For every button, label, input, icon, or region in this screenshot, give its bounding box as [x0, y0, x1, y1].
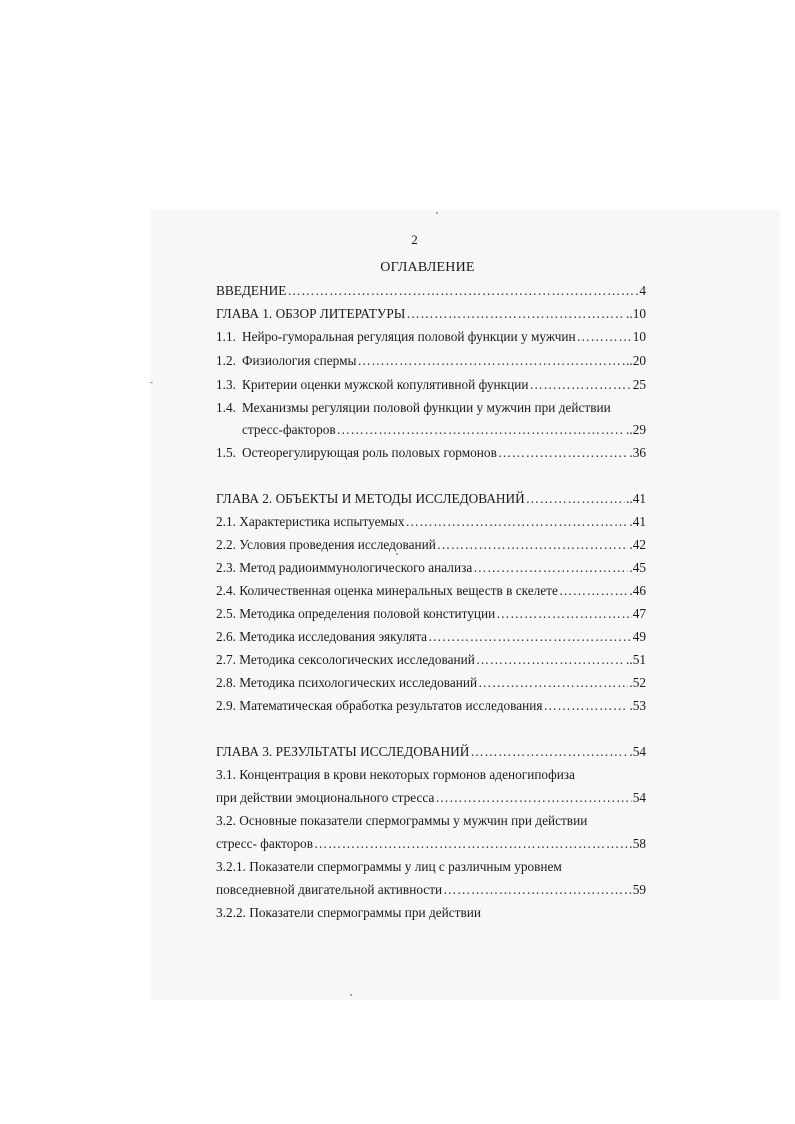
toc-leader-dots — [478, 673, 628, 693]
toc-entry-page: ..41 — [626, 491, 646, 506]
toc-entry-2-8 — [216, 673, 646, 693]
toc-entry-text: при действии эмоционального стресса — [216, 790, 435, 805]
toc-entry-page: .36 — [629, 445, 646, 460]
toc-entry-1-5 — [216, 443, 646, 463]
toc-entry-text: ГЛАВА 2. ОБЪЕКТЫ И МЕТОДЫ ИССЛЕДОВАНИЙ — [216, 491, 525, 506]
toc-leader-dots — [428, 627, 632, 647]
toc-entry-page: ..20 — [626, 353, 646, 368]
toc-entry-number: 1.4. — [216, 400, 236, 415]
toc-entry-text: ГЛАВА 3. РЕЗУЛЬТАТЫ ИССЛЕДОВАНИЙ — [216, 744, 470, 759]
toc-leader-dots — [287, 281, 638, 301]
toc-entry-text: 3.2. Основные показатели спермограммы у мужчин при действии — [216, 813, 588, 828]
toc-entry-text: повседневной двигательной активности — [216, 882, 443, 897]
toc-entry-text: Критерии оценки мужской копулятивной функции — [242, 377, 529, 392]
toc-entry-text: 2.6. Методика исследования эякулята — [216, 629, 428, 644]
toc-entry-2-5 — [216, 604, 646, 624]
toc-entry-chapter-3 — [216, 742, 646, 762]
toc-entry-text: 2.8. Методика психологических исследований — [216, 675, 478, 690]
toc-entry-text: стресс-факторов — [242, 422, 336, 437]
toc-leader-dots — [470, 742, 628, 762]
toc-entry-text: стресс- факторов — [216, 836, 313, 851]
toc-entry-text: 2.3. Метод радиоиммунологического анализа — [216, 560, 473, 575]
toc-entry-text: Физиология спермы — [242, 353, 357, 368]
scan-speck — [436, 212, 438, 214]
toc-entry-text: Механизмы регуляции половой функции у мужчин при действии — [242, 400, 611, 415]
toc-leader-dots — [437, 535, 629, 555]
toc-leader-dots — [435, 788, 631, 808]
toc-title: ОГЛАВЛЕНИЕ — [380, 260, 475, 275]
toc-entry-1-4 — [216, 398, 646, 418]
toc-entry-3-2-1-continued — [216, 880, 646, 900]
toc-entry-page: 47 — [632, 606, 646, 621]
toc-leader-dots — [544, 696, 629, 716]
toc-leader-dots — [476, 650, 625, 670]
toc-entry-text: Нейро-гуморальная регуляция половой функции у мужчин — [242, 329, 576, 344]
toc-entry-1-2 — [216, 351, 646, 371]
toc-entry-page: .41 — [629, 514, 646, 529]
toc-entry-text: 2.7. Методика сексологических исследований — [216, 652, 475, 667]
toc-entry-text: ВВЕДЕНИЕ — [216, 283, 287, 298]
toc-leader-dots — [473, 558, 628, 578]
toc-entry-page: ..10 — [626, 306, 646, 321]
toc-entry-2-2 — [216, 535, 646, 555]
toc-entry-text: Остеорегулирующая роль половых гормонов — [242, 445, 497, 460]
toc-entry-text: ГЛАВА 1. ОБЗОР ЛИТЕРАТУРЫ — [216, 306, 406, 321]
toc-entry-3-2-continued — [216, 834, 646, 854]
toc-leader-dots — [357, 351, 625, 371]
toc-entry-page: ..29 — [626, 422, 646, 437]
toc-leader-dots — [314, 834, 632, 854]
toc-entry-text: 2.4. Количественная оценка минеральных веществ в скелете — [216, 583, 558, 598]
toc-entry-page: .53 — [629, 698, 646, 713]
toc-entry-number: 1.3. — [216, 377, 236, 392]
toc-entry-3-1-continued — [216, 788, 646, 808]
toc-entry-page: .52 — [629, 675, 646, 690]
toc-entry-number: 1.2. — [216, 353, 236, 368]
toc-leader-dots — [496, 604, 631, 624]
scan-speck — [350, 994, 352, 996]
toc-entry-page: 54 — [632, 790, 646, 805]
toc-entry-text: 2.9. Математическая обработка результатов исследования — [216, 698, 543, 713]
toc-entry-page: .42 — [629, 537, 646, 552]
toc-entry-chapter-2 — [216, 489, 646, 509]
scan-speck — [150, 382, 153, 383]
toc-entry-number: 1.1. — [216, 329, 236, 344]
toc-entry-text: 2.2. Условия проведения исследований — [216, 537, 436, 552]
toc-entry-2-9 — [216, 696, 646, 716]
toc-entry-page: ..51 — [626, 652, 646, 667]
toc-entry-page: 25 — [632, 377, 646, 392]
toc-entry-page: 10 — [632, 329, 646, 344]
toc-leader-dots — [559, 581, 628, 601]
toc-entry-page: 4 — [639, 283, 646, 298]
toc-leader-dots — [337, 420, 625, 440]
toc-entry-chapter-1 — [216, 304, 646, 324]
toc-entry-text: 3.2.2. Показатели спермограммы при действии — [216, 905, 481, 920]
toc-leader-dots — [406, 304, 625, 324]
toc-entry-3-2 — [216, 811, 646, 831]
toc-entry-2-4 — [216, 581, 646, 601]
toc-entry-3-2-2 — [216, 903, 646, 923]
toc-entry-page: .45 — [629, 560, 646, 575]
toc-leader-dots — [405, 512, 628, 532]
toc-entry-page: 49 — [632, 629, 646, 644]
toc-entry-page: .46 — [629, 583, 646, 598]
toc-entry-1-4-continued — [216, 420, 646, 440]
toc-entry-1-3 — [216, 375, 646, 395]
scan-speck — [396, 553, 398, 555]
toc-entry-3-2-1 — [216, 857, 646, 877]
toc-entry-page: 59 — [632, 882, 646, 897]
toc-entry-2-3 — [216, 558, 646, 578]
toc-entry-1-1 — [216, 327, 646, 347]
toc-leader-dots — [529, 375, 631, 395]
page-number: 2 — [411, 232, 418, 247]
toc-entry-2-7 — [216, 650, 646, 670]
toc-leader-dots — [526, 489, 625, 509]
toc-entry-text: 2.1. Характеристика испытуемых — [216, 514, 405, 529]
toc-entry-page: 58 — [632, 836, 646, 851]
toc-entry-2-1 — [216, 512, 646, 532]
toc-entry-page: .54 — [629, 744, 646, 759]
toc-leader-dots — [498, 443, 629, 463]
toc-entry-introduction — [216, 281, 646, 301]
toc-entry-text: 2.5. Методика определения половой конституции — [216, 606, 496, 621]
toc-entry-3-1 — [216, 765, 646, 785]
toc-entry-text: 3.2.1. Показатели спермограммы у лиц с различным уровнем — [216, 859, 562, 874]
toc-leader-dots — [577, 327, 632, 347]
toc-entry-2-6 — [216, 627, 646, 647]
toc-leader-dots — [443, 880, 632, 900]
toc-entry-number: 1.5. — [216, 445, 236, 460]
toc-entry-text: 3.1. Концентрация в крови некоторых гормонов аденогипофиза — [216, 767, 575, 782]
